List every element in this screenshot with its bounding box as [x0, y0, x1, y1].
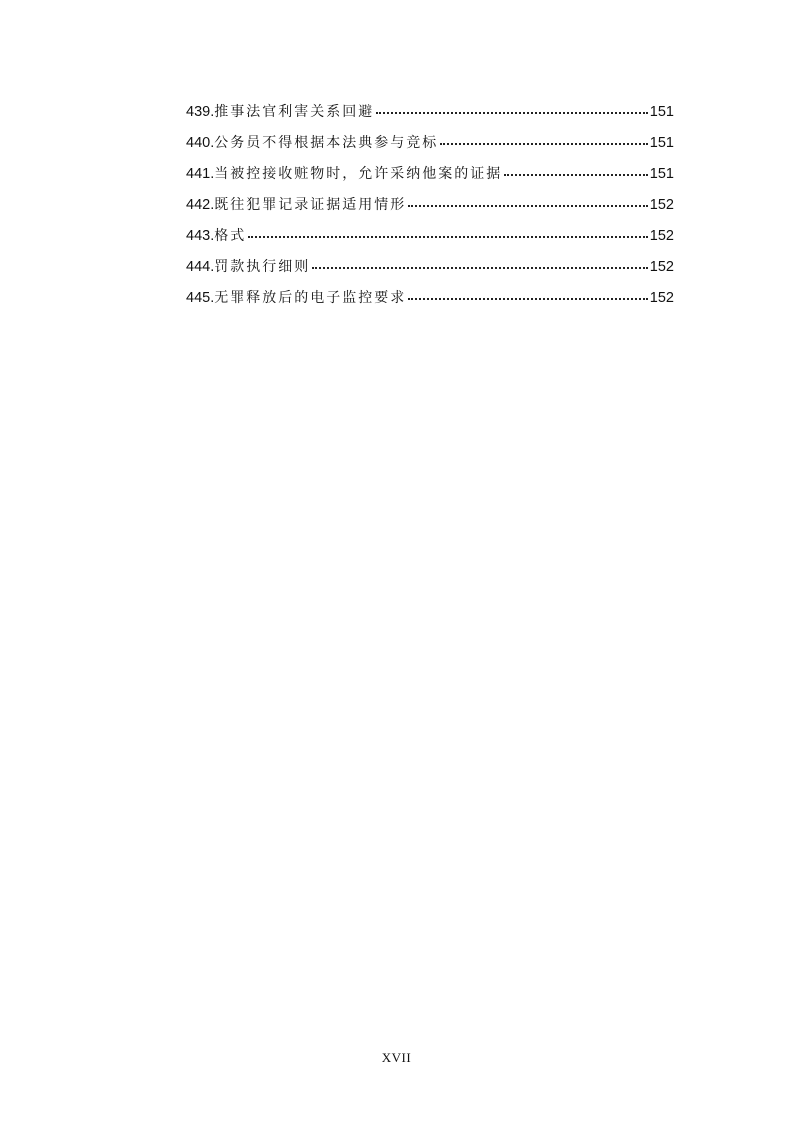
toc-entry[interactable]	[186, 128, 674, 159]
toc-dot-leader	[504, 173, 648, 176]
toc-entry[interactable]	[186, 159, 674, 190]
toc-dot-leader	[408, 297, 648, 300]
toc-entry-page: 152	[649, 290, 674, 306]
toc-dot-leader	[248, 235, 648, 238]
toc-entry-number: 444.	[186, 259, 215, 275]
toc-dot-leader	[312, 266, 648, 269]
toc-entry[interactable]	[186, 190, 674, 221]
toc-entry-number: 443.	[186, 228, 215, 244]
toc-entry-title: 当被控接收赃物时，允许采纳他案的证据	[214, 166, 503, 182]
toc-entry-number: 445.	[186, 290, 215, 306]
toc-entry-page: 152	[649, 228, 674, 244]
toc-entry-title: 推事法官利害关系回避	[214, 104, 375, 120]
toc-entry-title: 既往犯罪记录证据适用情形	[214, 197, 407, 213]
toc-entry[interactable]	[186, 252, 674, 283]
toc-entry-title: 罚款执行细则	[214, 259, 311, 275]
toc-entry[interactable]	[186, 97, 674, 128]
toc-entry-page: 151	[649, 104, 674, 120]
toc-dot-leader	[376, 111, 648, 114]
toc-dot-leader	[440, 142, 648, 145]
toc-entry-page: 151	[649, 166, 674, 182]
toc-entry-number: 440.	[186, 135, 215, 151]
toc-dot-leader	[408, 204, 648, 207]
table-of-contents	[186, 97, 674, 314]
toc-entry-title: 公务员不得根据本法典参与竞标	[214, 135, 439, 151]
toc-entry-title: 格式	[214, 228, 247, 244]
toc-entry-page: 152	[649, 197, 674, 213]
toc-entry[interactable]	[186, 283, 674, 314]
page-number: XVII	[381, 1050, 412, 1065]
toc-entry-title: 无罪释放后的电子监控要求	[214, 290, 407, 306]
toc-entry-number: 439.	[186, 104, 215, 120]
toc-entry[interactable]	[186, 221, 674, 252]
toc-entry-page: 152	[649, 259, 674, 275]
toc-entry-number: 442.	[186, 197, 215, 213]
toc-entry-page: 151	[649, 135, 674, 151]
toc-entry-number: 441.	[186, 166, 215, 182]
